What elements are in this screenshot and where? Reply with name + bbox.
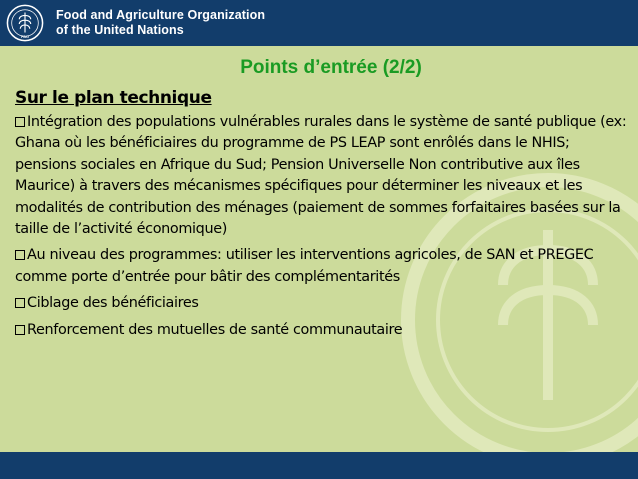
bullet-text: Renforcement des mutuelles de santé communautaire: [27, 321, 403, 338]
subheading: Sur le plan technique: [15, 88, 212, 108]
svg-text:FAO: FAO: [21, 35, 29, 40]
bullet-text: Ciblage des bénéficiaires: [27, 295, 199, 312]
org-name-line1: Food and Agriculture Organization: [56, 8, 266, 22]
bullet-item: [15, 245, 627, 288]
slide-title: [0, 56, 638, 80]
checkbox-bullet-icon: [15, 325, 25, 335]
fao-logo-icon: [6, 4, 44, 42]
org-name: [56, 8, 265, 38]
header-bar: [0, 0, 638, 46]
checkbox-bullet-icon: [15, 250, 25, 260]
checkbox-bullet-icon: [15, 298, 25, 308]
org-name-line2: of the United Nations: [56, 23, 184, 37]
bullet-text: Intégration des populations vulnérables rurales dans le système de santé publique (ex: Ghana où les bénéficiaires du programme de PS LEAP sont enrôlés dans le NHIS; pensions sociales en Afrique du Sud; Pension Universelle Non contributive aux îles Maurice) à travers des mécanismes spécifiques pour déterminer les niveaux et les modalités de contribution des ménages (paiement de sommes forfaitaires basées sur la taille de l’activité économique): [15, 114, 627, 238]
bullet-item: [15, 112, 627, 240]
bullet-item: [15, 293, 627, 314]
bullet-text: Au niveau des programmes: utiliser les interventions agricoles, de SAN et PREGEC comme porte d’entrée pour bâtir des complémentarités: [15, 247, 594, 285]
footer-bar: [0, 452, 638, 479]
bullet-item: [15, 320, 627, 341]
checkbox-bullet-icon: [15, 117, 25, 127]
slide-title-text: Points d’entrée (2/2): [240, 57, 422, 78]
slide-content: [15, 86, 627, 346]
